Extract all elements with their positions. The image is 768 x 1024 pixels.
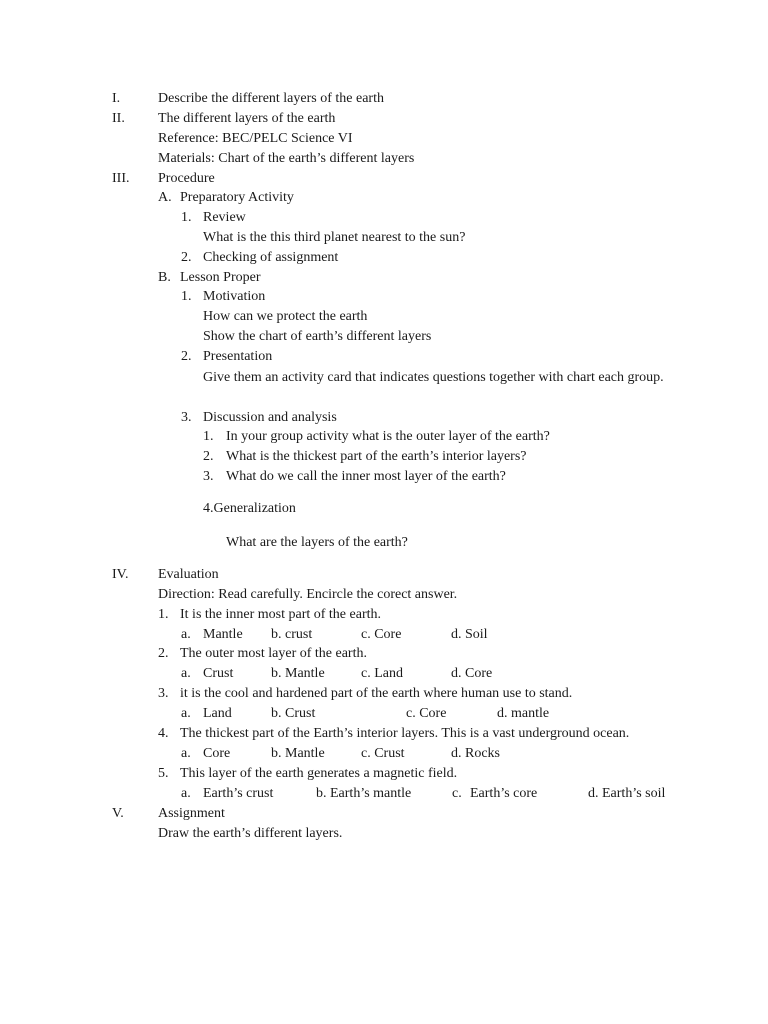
question-text: What is the thickest part of the earth’s interior layers? — [226, 449, 527, 464]
question-text: The thickest part of the Earth’s interior layers. This is a vast underground ocean. — [180, 726, 630, 741]
choice: b. Crust — [271, 706, 316, 721]
section-numeral: I. — [112, 91, 121, 106]
choice: Crust — [203, 666, 234, 681]
item-marker: 3. — [181, 410, 192, 425]
question-marker: 3. — [158, 686, 169, 701]
item-marker: 2. — [181, 349, 192, 364]
choice-marker: a. — [181, 666, 191, 681]
choice: b. Earth’s mantle — [316, 786, 412, 801]
question-marker: 1. — [203, 429, 214, 444]
choice-marker: a. — [181, 627, 191, 642]
question-marker: 4. — [158, 726, 169, 741]
section-numeral: V. — [112, 806, 124, 821]
subsection-marker: B. — [158, 270, 171, 285]
assignment-text: Draw the earth’s different layers. — [158, 826, 343, 841]
section-title: The different layers of the earth — [158, 111, 336, 126]
section-title: Evaluation — [158, 567, 219, 582]
choice-marker: a. — [181, 706, 191, 721]
item-label: Review — [203, 210, 246, 225]
item-text: Give them an activity card that indicates questions together with chart each group. — [203, 370, 664, 385]
item-text: What is the this third planet nearest to the sun? — [203, 230, 466, 245]
item-label: Discussion and analysis — [203, 410, 337, 425]
question-text: In your group activity what is the outer layer of the earth? — [226, 429, 550, 444]
item-marker: 1. — [181, 289, 192, 304]
direction-line: Direction: Read carefully. Encircle the corect answer. — [158, 587, 458, 602]
choice: Land — [203, 706, 232, 721]
choice: Mantle — [203, 627, 243, 642]
subsection-label: Lesson Proper — [180, 270, 261, 285]
item-marker: 1. — [181, 210, 192, 225]
question-text: It is the inner most part of the earth. — [180, 607, 381, 622]
section-numeral: III. — [112, 171, 130, 186]
choice: Core — [203, 746, 231, 761]
section-numeral: II. — [112, 111, 125, 126]
item-marker: 2. — [181, 250, 192, 265]
question-marker: 5. — [158, 766, 169, 781]
question-marker: 2. — [158, 646, 169, 661]
choice: c. Core — [406, 706, 447, 721]
choice-marker: a. — [181, 746, 191, 761]
choice: c. Crust — [361, 746, 405, 761]
section-title: Assignment — [158, 806, 225, 821]
item-label: Motivation — [203, 289, 266, 304]
item-label: Presentation — [203, 349, 273, 364]
question-marker: 3. — [203, 469, 214, 484]
subsection-marker: A. — [158, 190, 172, 205]
choice: b. Mantle — [271, 666, 325, 681]
choice: d. Earth’s soil — [588, 786, 666, 801]
choice: d. Soil — [451, 627, 488, 642]
question-text: The outer most layer of the earth. — [180, 646, 367, 661]
item-text: Show the chart of earth’s different layers — [203, 329, 432, 344]
item-text: What are the layers of the earth? — [226, 535, 408, 550]
choice: c. Land — [361, 666, 403, 681]
subsection-label: Preparatory Activity — [180, 190, 294, 205]
choice: b. crust — [271, 627, 313, 642]
item-text: How can we protect the earth — [203, 309, 368, 324]
choice: c. Core — [361, 627, 402, 642]
materials-line: Materials: Chart of the earth’s different layers — [158, 151, 415, 166]
choice: d. Core — [451, 666, 493, 681]
choice: b. Mantle — [271, 746, 325, 761]
choice-marker: a. — [181, 786, 191, 801]
choice: d. Rocks — [451, 746, 500, 761]
question-text: This layer of the earth generates a magnetic field. — [180, 766, 458, 781]
question-marker: 2. — [203, 449, 214, 464]
item-label: 4.Generalization — [203, 501, 296, 516]
section-title: Describe the different layers of the earth — [158, 91, 384, 106]
section-title: Procedure — [158, 171, 215, 186]
choice-marker: c. — [452, 786, 462, 801]
question-marker: 1. — [158, 607, 169, 622]
choice: d. mantle — [497, 706, 550, 721]
choice: Earth’s core — [470, 786, 538, 801]
question-text: What do we call the inner most layer of the earth? — [226, 469, 506, 484]
reference-line: Reference: BEC/PELC Science VI — [158, 131, 353, 146]
section-numeral: IV. — [112, 567, 129, 582]
item-label: Checking of assignment — [203, 250, 339, 265]
choice: Earth’s crust — [203, 786, 274, 801]
question-text: it is the cool and hardened part of the earth where human use to stand. — [180, 686, 573, 701]
